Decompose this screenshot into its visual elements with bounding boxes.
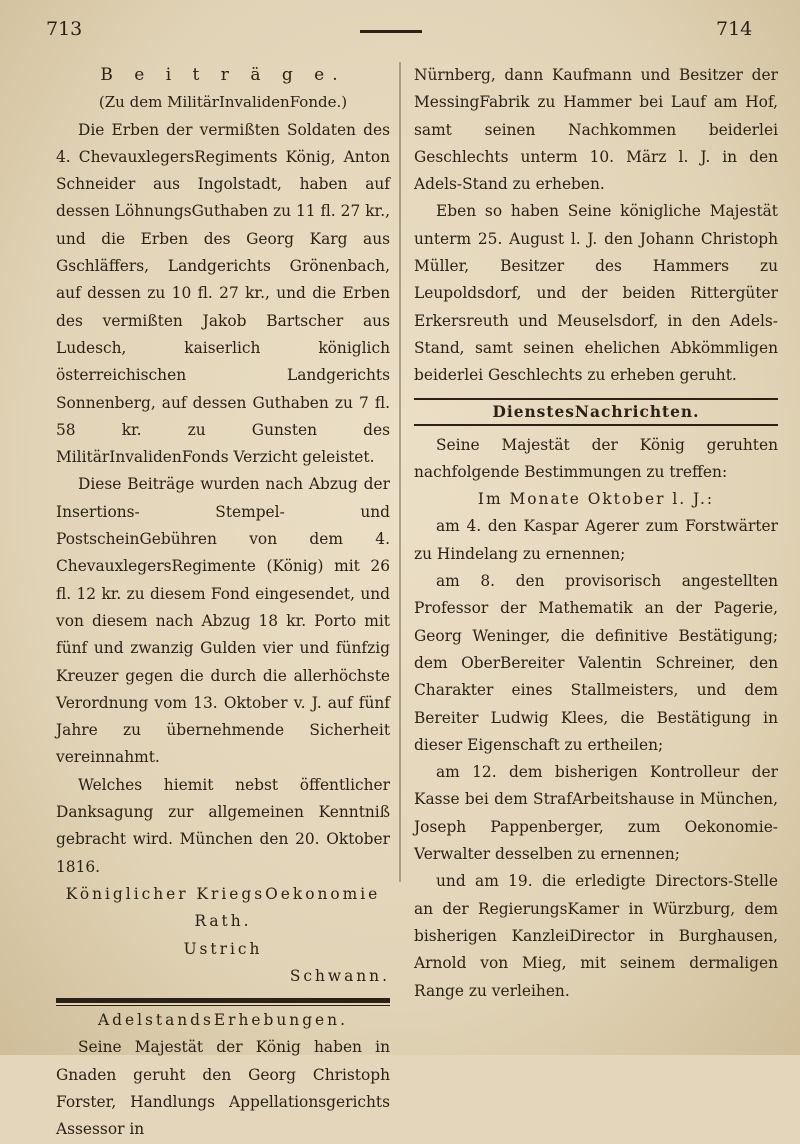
- paragraph-mieg: und am 19. die erledigte Directors-Stelle an der RegierungsKamer in Würzburg, dem bisherigen KanzleiDirector in Burghausen, Arnold von Mieg, mit seinem dermaligen Range zu verleihen.: [414, 872, 778, 1000]
- paragraph-bestimmungen: Seine Majestät der König geruhten nachfolgende Bestimmungen zu treffen:: [414, 435, 778, 481]
- signature-name-1: Ustrich: [183, 939, 263, 958]
- section-title-dienstes: DienstesNachrichten.: [414, 398, 778, 426]
- top-rule: [360, 30, 422, 33]
- paragraph-danksagung: Welches hiemit nebst öffentlicher Danksagung zur allgemeinen Kenntniß gebracht wird. München den 20. Oktober 1816.: [56, 775, 390, 876]
- page-number-right: 714: [716, 18, 753, 40]
- column-divider: [399, 62, 401, 882]
- paragraph-nuernberg: Nürnberg, dann Kaufmann und Besitzer der MessingFabrik zu Hammer bei Lauf am Hof, samt seinen Nachkommen beiderlei Geschlechts unterm 10. März l. J. in den Adels-Stand zu erheben.: [414, 66, 778, 194]
- paragraph-erben: Die Erben der vermißten Soldaten des 4. ChevauxlegersRegiments König, Anton Schneider aus Ingolstadt, haben auf dessen LöhnungsGuthaben zu 11 fl. 27 kr., und die Erben des Georg Karg aus Gschläffers, Landgerichts Grönenbach, auf dessen zu 10 fl. 27 kr., und die Erben des vermißten Jakob Bartscher aus Ludesch, kaiserlich königlich österreichischen Landgerichts Sonnenberg, auf dessen Guthaben zu 7 fl. 58 kr. zu Gunsten des MilitärInvalidenFonds Verzicht geleistet.: [56, 120, 390, 467]
- section-rule: [56, 998, 390, 1003]
- section-subtitle: (Zu dem MilitärInvalidenFonde.): [98, 93, 348, 112]
- page-number-left: 713: [46, 18, 83, 40]
- left-column: [56, 62, 390, 1144]
- signature-office: Königlicher KriegsOekonomie Rath.: [65, 884, 381, 931]
- date-heading: Im Monate Oktober l. J.:: [477, 490, 715, 509]
- right-column: [414, 62, 778, 1005]
- paragraph-forster: Seine Majestät der König haben in Gnaden geruht den Georg Christoph Forster, Handlungs Appellationsgerichts Assessor in: [56, 1038, 390, 1139]
- paragraph-pappenberger: am 12. dem bisherigen Kontrolleur der Kasse bei dem StrafArbeitshause in München, Joseph Pappenberger, zum Oekonomie-Verwalter desselben zu ernennen;: [414, 763, 778, 864]
- paragraph-weninger: am 8. den provisorisch angestellten Professor der Mathematik an der Pagerie, Georg Weninger, die definitive Bestätigung; dem OberBereiter Valentin Schreiner, den Charakter eines Stallmeisters, und dem Bereiter Ludwig Klees, die Bestätigung in dieser Eigenschaft zu ertheilen;: [414, 572, 778, 754]
- paragraph-beitraege: Diese Beiträge wurden nach Abzug der Insertions- Stempel- und PostscheinGebühren von dem 4. ChevauxlegersRegimente (König) mit 26 fl. 12 kr. zu diesem Fond eingesendet, und von diesem nach Abzug 18 kr. Porto mit fünf und zwanzig Gulden vier und fünfzig Kreuzer gegen die durch die allerhöchste Verordnung vom 13. Oktober v. J. auf fünf Jahre zu übernehmende Sicherheit vereinnahmt.: [56, 475, 390, 767]
- section-title-adelstand: AdelstandsErhebungen.: [98, 1011, 348, 1030]
- paragraph-agerer: am 4. den Kaspar Agerer zum Forstwärter zu Hindelang zu ernennen;: [414, 517, 778, 563]
- signature-name-2: Schwann.: [289, 966, 390, 985]
- section-title-beitraege: B e i t r ä g e.: [100, 65, 346, 85]
- paragraph-mueller: Eben so haben Seine königliche Majestät unterm 25. August l. J. den Johann Christoph Müller, Besitzer des Hammers zu Leupoldsdorf, und der beiden Rittergüter Erkersreuth und Meuselsdorf, in den Adels-Stand, samt seinen ehelichen Abkömmligen beiderlei Geschlechts zu erheben geruht.: [414, 202, 778, 385]
